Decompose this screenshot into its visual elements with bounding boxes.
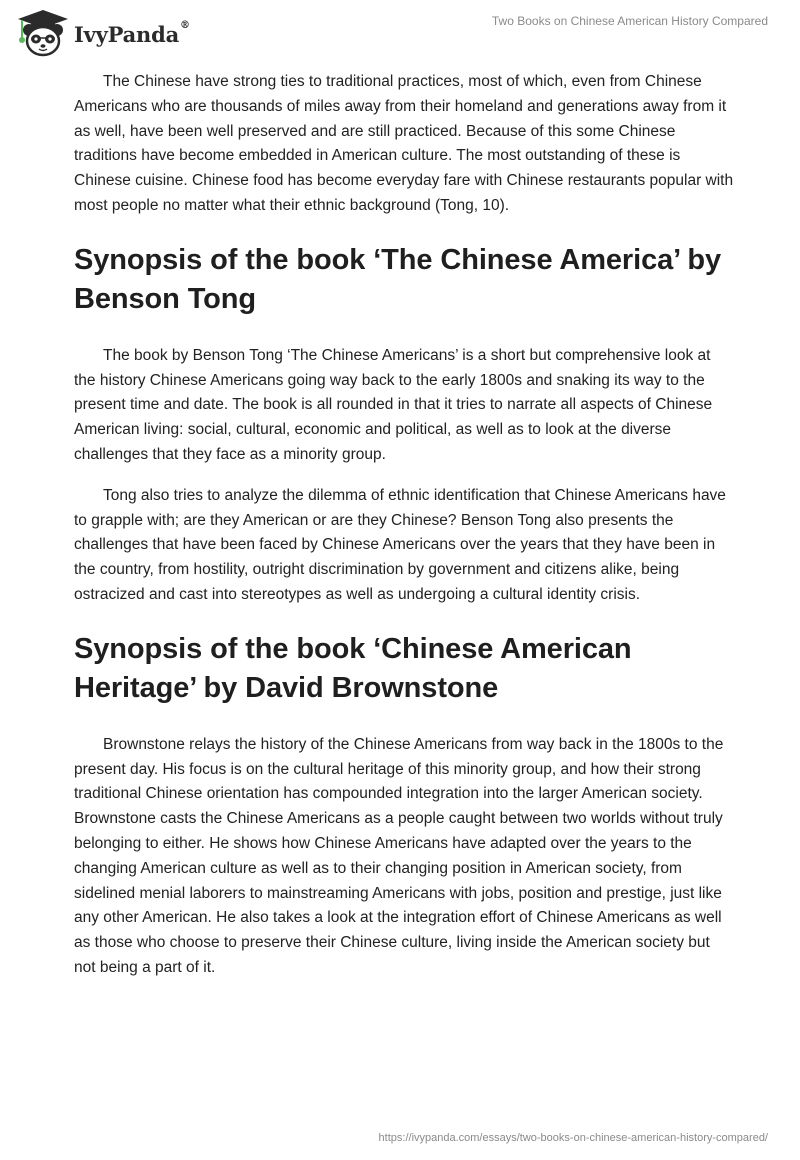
page-header [0,0,800,60]
logo-text: IvyPanda® [74,19,190,47]
source-url[interactable]: https://ivypanda.com/essays/two-books-on-chinese-american-history-compared/ [378,1132,768,1144]
document-title: Two Books on Chinese American History Compared [491,14,768,28]
section-heading-brownstone: Synopsis of the book ‘Chinese American Heritage’ by David Brownstone [74,632,632,705]
brownstone-paragraph-1: Brownstone relays the history of the Chinese Americans from way back in the 1800s to the present day. His focus is on the cultural heritage of this minority group, and how their strong traditional Chinese orientation has compounded integration into the larger American society. Brownstone casts the Chinese Americans as a people caught between two worlds without truly belonging to either. He shows how Chinese Americans have adapted over the years to the changing American culture as well as to their changing position in American society, from sidelined menial laborers to mainstreaming Americans with jobs, position and prestige, just like any other American. He also takes a look at the integration effort of Chinese Americans as well as those who choose to preserve their Chinese culture, living inside the American society but not being a part of it. [74,735,724,976]
registered-mark: ® [180,19,190,31]
section-heading-tong: Synopsis of the book ‘The Chinese America’ by Benson Tong [74,243,722,316]
ivypanda-logo[interactable] [14,8,190,58]
tong-paragraph-2: Tong also tries to analyze the dilemma of ethnic identification that Chinese Americans have to grapple with; are they American or are they Chinese? Benson Tong also presents the challenges that have been faced by Chinese Americans over the years that they have been in the country, from hostility, outright discrimination by government and citizens alike, being ostracized and cast into stereotypes as well as undergoing a cultural identity crisis. [74,486,726,603]
intro-paragraph: The Chinese have strong ties to traditional practices, most of which, even from Chinese Americans who are thousands of miles away from their homeland and generations away from it as well, have been well preserved and are still practiced. Because of this some Chinese traditions have become embedded in American culture. The most outstanding of these is Chinese cuisine. Chinese food has become everyday fare with Chinese restaurants popular with most people no matter what their ethnic background (Tong, 10). [74,73,734,214]
tong-paragraph-1: The book by Benson Tong ‘The Chinese Americans’ is a short but comprehensive look at the history Chinese Americans going way back to the early 1800s and snaking its way to the present time and date. The book is all rounded in that it tries to narrate all aspects of Chinese American living: social, cultural, economic and political, as well as to look at the diverse challenges that they face as a minority group. [74,346,713,463]
essay-content [74,70,734,997]
panda-graduate-icon [14,8,72,58]
